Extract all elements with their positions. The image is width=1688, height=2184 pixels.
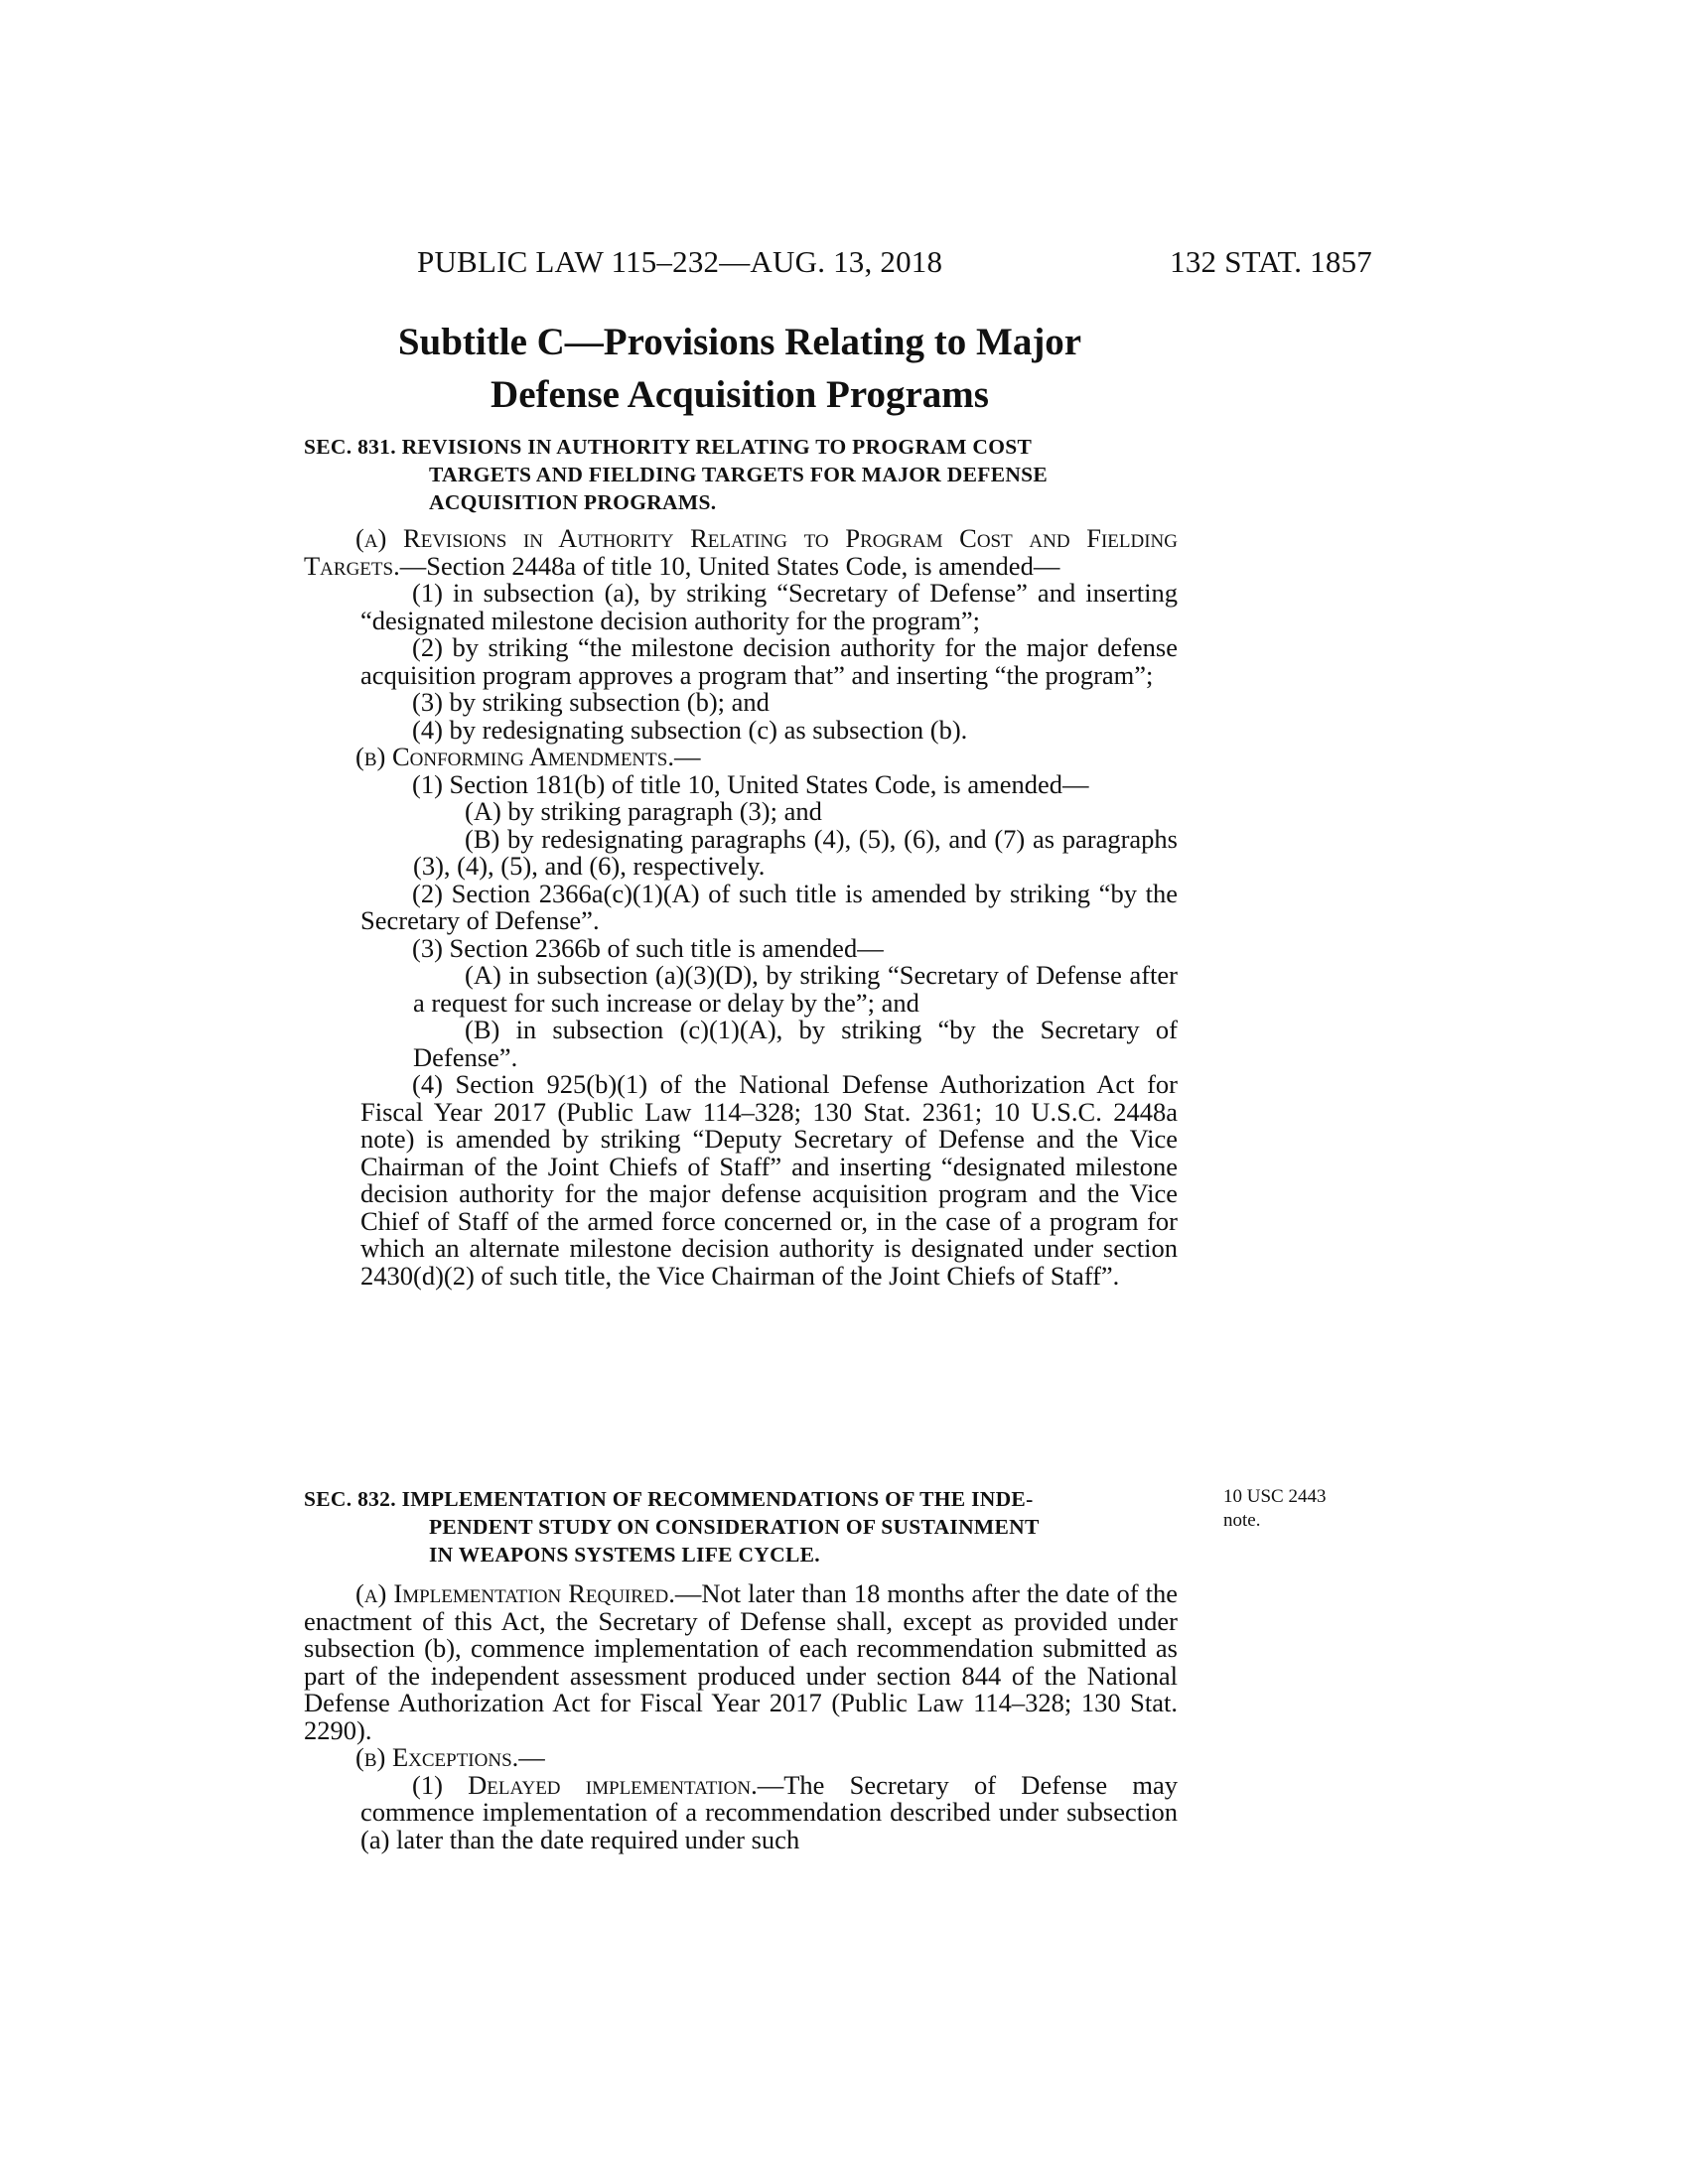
paragraph-831-b-3-B: (B) in subsection (c)(1)(A), by striking “by the Secretary of Defense”.: [413, 1015, 1178, 1072]
caption-832-a: (a) Implementation Required.: [355, 1578, 675, 1608]
section-832-number: SEC. 832.: [304, 1487, 396, 1511]
section-831-body: [304, 525, 1178, 1290]
caption-832-b-1: (1) Delayed implementation.: [412, 1769, 758, 1800]
subtitle-heading: [303, 316, 1177, 421]
caption-831-a: (a) Revisions in Authority Relating to Program Cost and Fielding Targets.: [304, 523, 1178, 581]
margin-note-line-2: note.: [1223, 1510, 1261, 1531]
paragraph-831-b-1-B: (B) by redesignating paragraphs (4), (5), (6), and (7) as paragraphs (3), (4), (5), and (6), respectively.: [413, 823, 1178, 881]
statute-page-number: 132 STAT. 1857: [1170, 244, 1372, 279]
section-831-title-line-2: TARGETS AND FIELDING TARGETS FOR MAJOR DEFENSE: [429, 463, 1049, 486]
section-831-number: SEC. 831.: [304, 435, 396, 459]
paragraph-831-b-2: (2) Section 2366a(c)(1)(A) of such title is amended by striking “by the Secretary of Defense”.: [360, 878, 1178, 935]
subtitle-line-1: Subtitle C—Provisions Relating to Major: [397, 321, 1082, 363]
section-832-title-line-3: IN WEAPONS SYSTEMS LIFE CYCLE.: [429, 1543, 820, 1567]
section-832-title-line-2: PENDENT STUDY ON CONSIDERATION OF SUSTAINMENT: [429, 1515, 1040, 1539]
paragraph-832-b-1: (1) Delayed implementation.—The Secretary of Defense may commence implementation of a recommendation described under subsection (a) later than the date required under such: [360, 1769, 1178, 1854]
paragraph-831-a: (a) Revisions in Authority Relating to Program Cost and Fielding Targets.—Section 2448a of title 10, United States Code, is amended—: [304, 523, 1178, 581]
caption-831-b: (b) Conforming Amendments.: [355, 742, 674, 771]
margin-note-usc: [1223, 1485, 1326, 1533]
paragraph-831-a-3: (3) by striking subsection (b); and: [412, 687, 770, 717]
paragraph-831-a-1: (1) in subsection (a), by striking “Secretary of Defense” and inserting “designated milestone decision authority for the program”;: [360, 578, 1178, 635]
subtitle-line-2: Defense Acquisition Programs: [491, 373, 989, 416]
section-832-body: [304, 1580, 1178, 1853]
paragraph-831-b: (b) Conforming Amendments.—: [355, 742, 701, 771]
page-header: [0, 244, 1688, 284]
paragraph-831-b-3: (3) Section 2366b of such title is amended—: [412, 932, 884, 963]
paragraph-831-a-2: (2) by striking “the milestone decision authority for the major defense acquisition program approves a program that” and inserting “the program”;: [360, 632, 1178, 690]
paragraph-831-b-4: (4) Section 925(b)(1) of the National Defense Authorization Act for Fiscal Year 2017 (Public Law 114–328; 130 Stat. 2361; 10 U.S.C. 2448a note) is amended by striking “Deputy Secretary of Defense and the Vice Chairman of the Joint Chiefs of Staff” and inserting “designated milestone decision authority for the major defense acquisition program and the Vice Chief of Staff of the armed force concerned or, in the case of a program for which an alternate milestone decision authority is designated under section 2430(d)(2) of such title, the Vice Chairman of the Joint Chiefs of Staff”.: [360, 1069, 1178, 1291]
paragraph-831-b-1: (1) Section 181(b) of title 10, United States Code, is amended—: [412, 768, 1089, 799]
section-832-title-line-1: IMPLEMENTATION OF RECOMMENDATIONS OF THE INDE-: [401, 1487, 1034, 1511]
margin-note-line-1: 10 USC 2443: [1223, 1486, 1327, 1507]
paragraph-831-b-1-A: (A) by striking paragraph (3); and: [465, 796, 822, 826]
section-831-title-line-1: REVISIONS IN AUTHORITY RELATING TO PROGRAM COST: [401, 435, 1033, 459]
paragraph-831-b-3-A: (A) in subsection (a)(3)(D), by striking “Secretary of Defense after a request for such increase or delay by the”; and: [413, 960, 1178, 1018]
caption-832-b: (b) Exceptions.: [355, 1742, 519, 1772]
paragraph-832-a: (a) Implementation Required.—Not later than 18 months after the date of the enactment of this Act, the Secretary of Defense shall, except as provided under subsection (b), commence implementation of each recommendation submitted as part of the independent assessment produced under section 844 of the National Defense Authorization Act for Fiscal Year 2017 (Public Law 114–328; 130 Stat. 2290).: [304, 1578, 1178, 1745]
paragraph-832-b: (b) Exceptions.—: [355, 1742, 545, 1772]
section-832-heading: [304, 1485, 1176, 1569]
paragraph-831-a-4: (4) by redesignating subsection (c) as subsection (b).: [412, 714, 968, 745]
section-831-heading: [304, 433, 1176, 516]
public-law-citation: PUBLIC LAW 115–232—AUG. 13, 2018: [417, 244, 943, 279]
section-831-title-line-3: ACQUISITION PROGRAMS.: [429, 490, 717, 514]
